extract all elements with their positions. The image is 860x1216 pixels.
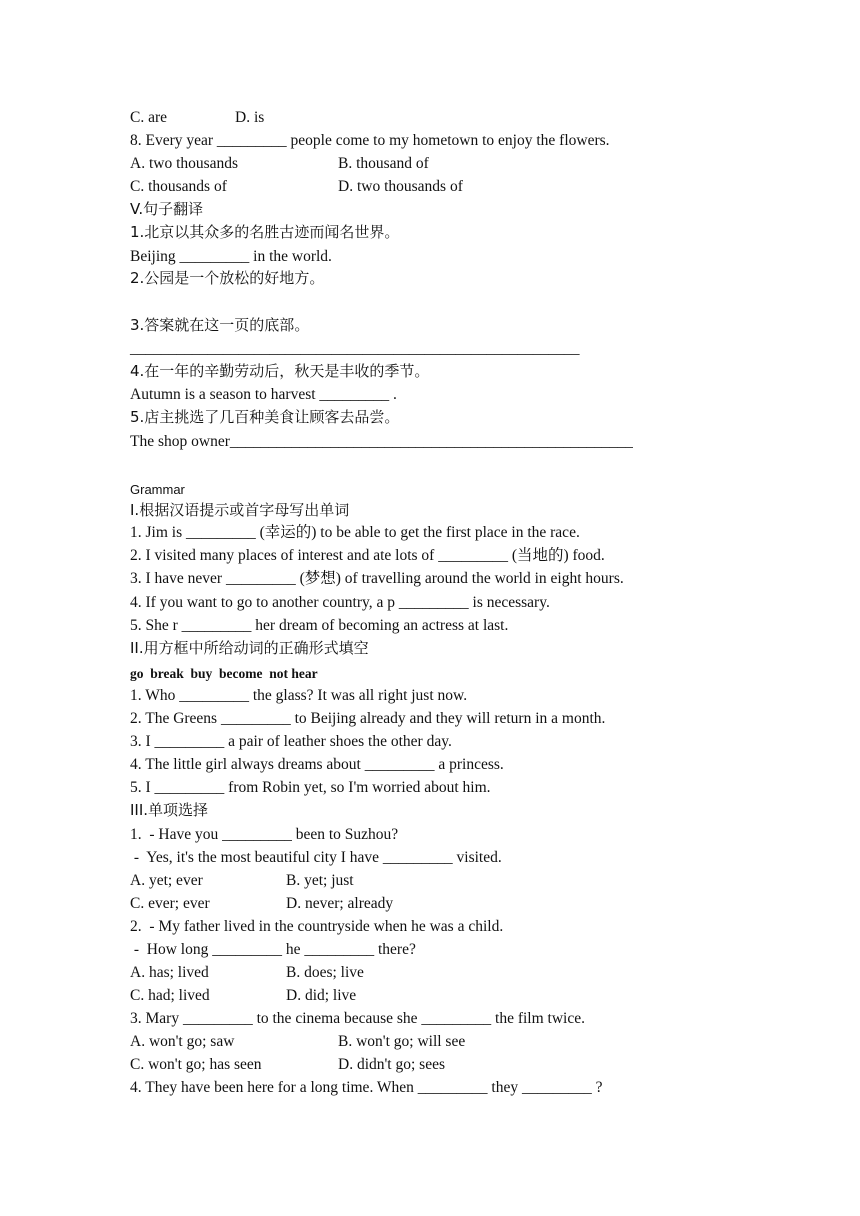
question-line: 1. Who _________ the glass? It was all right just now.: [130, 687, 468, 704]
answer-line: Autumn is a season to harvest _________ .: [130, 386, 397, 403]
question-line: 4. If you want to go to another country, a p _________ is necessary.: [130, 594, 550, 611]
option-line: A. won't go; saw: [130, 1033, 235, 1050]
section-heading: I.根据汉语提示或首字母写出单词: [130, 501, 350, 519]
question-line: 5.店主挑选了几百种美食让顾客去品尝。: [130, 408, 400, 426]
option-line: C. ever; ever: [130, 895, 210, 912]
answer-line: Beijing _________ in the world.: [130, 248, 332, 265]
question-line: 1.北京以其众多的名胜古迹而闻名世界。: [130, 223, 400, 241]
question-line: 3. Mary _________ to the cinema because she _________ the film twice.: [130, 1010, 585, 1027]
option-line: C. are: [130, 109, 168, 126]
question-line: - How long _________ he _________ there?: [130, 941, 416, 958]
grammar-label: Grammar: [130, 482, 185, 497]
option-line: D. two thousands of: [338, 178, 463, 195]
section-heading: III.单项选择: [130, 801, 209, 819]
option-line: C. thousands of: [130, 178, 227, 195]
option-line: B. yet; just: [286, 872, 354, 889]
question-line: 8. Every year _________ people come to my hometown to enjoy the flowers.: [130, 132, 610, 149]
question-line: 4.在一年的辛勤劳动后，秋天是丰收的季节。: [130, 362, 430, 380]
question-line: 1. Jim is _________ (幸运的) to be able to get the first place in the race.: [130, 524, 580, 541]
answer-line: __________________________________________________________: [130, 340, 580, 357]
question-line: 2.公园是一个放松的好地方。: [130, 269, 325, 287]
section-heading: V.句子翻译: [130, 200, 204, 218]
option-line: A. two thousands: [130, 155, 239, 172]
question-line: 2. The Greens _________ to Beijing already and they will return in a month.: [130, 710, 606, 727]
question-line: 3. I have never _________ (梦想) of travelling around the world in eight hours.: [130, 570, 624, 587]
question-line: 5. She r _________ her dream of becoming an actress at last.: [130, 617, 509, 634]
question-line: 3.答案就在这一页的底部。: [130, 316, 310, 334]
option-line: B. does; live: [286, 964, 364, 981]
option-line: C. won't go; has seen: [130, 1056, 262, 1073]
word-box: go break buy become not hear: [130, 666, 318, 681]
option-line: A. yet; ever: [130, 872, 203, 889]
option-line: D. didn't go; sees: [338, 1056, 445, 1073]
option-line: D. did; live: [286, 987, 357, 1004]
section-heading: II.用方框中所给动词的正确形式填空: [130, 639, 369, 657]
option-line: D. never; already: [286, 895, 394, 912]
question-line: 3. I _________ a pair of leather shoes the other day.: [130, 733, 452, 750]
option-line: A. has; lived: [130, 964, 209, 981]
answer-line: The shop owner____________________________________________________: [130, 433, 633, 450]
question-line: - Yes, it's the most beautiful city I have _________ visited.: [130, 849, 502, 866]
question-line: 5. I _________ from Robin yet, so I'm worried about him.: [130, 779, 491, 796]
option-line: D. is: [235, 109, 265, 126]
question-line: 1. - Have you _________ been to Suzhou?: [130, 826, 399, 843]
question-line: 2. - My father lived in the countryside when he was a child.: [130, 918, 504, 935]
question-line: 4. The little girl always dreams about _________ a princess.: [130, 756, 504, 773]
question-line: 4. They have been here for a long time. When _________ they _________ ?: [130, 1079, 603, 1096]
option-line: C. had; lived: [130, 987, 210, 1004]
option-line: B. thousand of: [338, 155, 429, 172]
question-line: 2. I visited many places of interest and ate lots of _________ (当地的) food.: [130, 547, 605, 564]
option-line: B. won't go; will see: [338, 1033, 466, 1050]
